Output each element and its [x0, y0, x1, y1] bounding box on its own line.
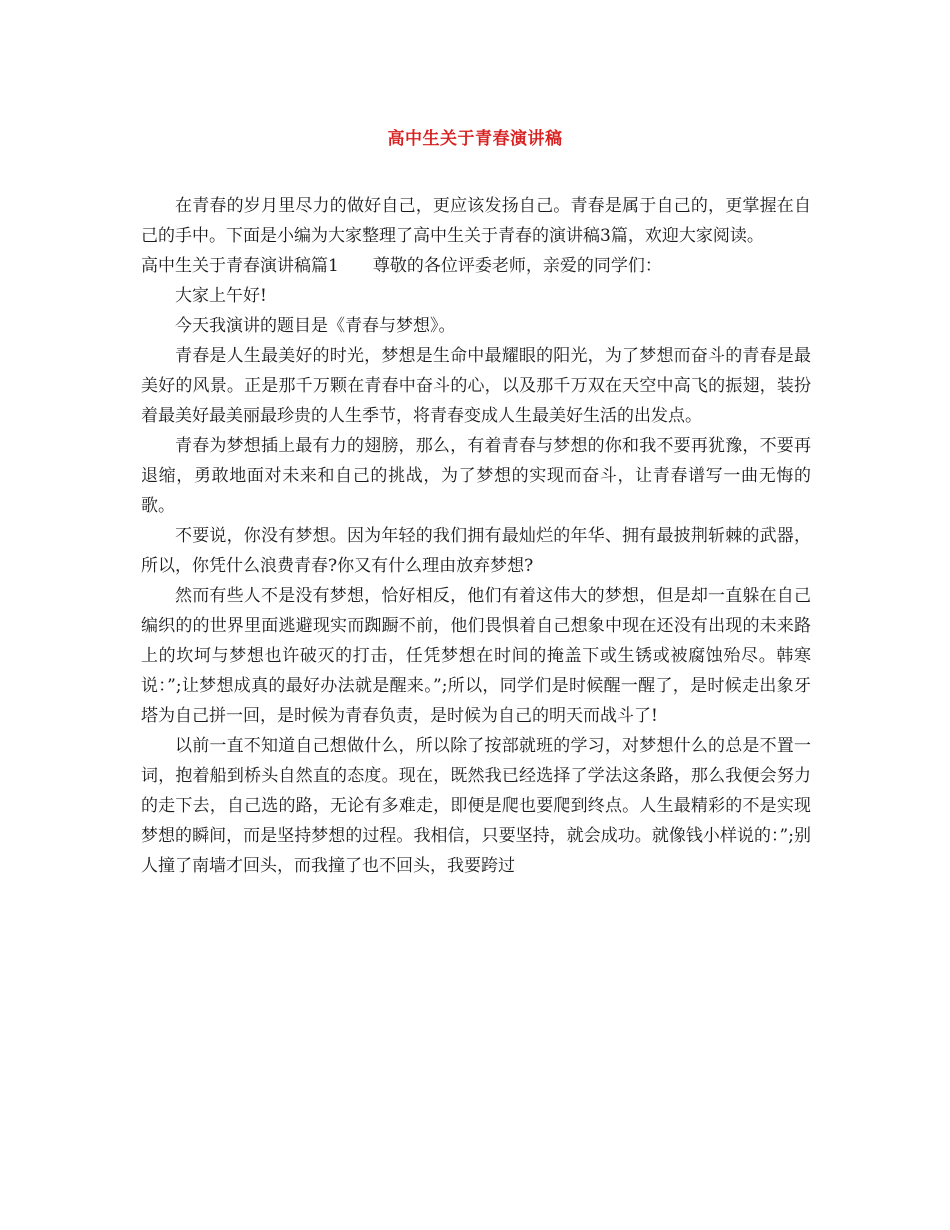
intro-paragraph: 在青春的岁月里尽力的做好自己，更应该发扬自己。青春是属于自己的，更掌握在自己的手中。下面是小编为大家整理了高中生关于青春的演讲稿3篇，欢迎大家阅读。 [141, 196, 811, 246]
section-heading: 高中生关于青春演讲稿篇1 尊敬的各位评委老师，亲爱的同学们： [141, 256, 662, 276]
body-paragraph: 然而有些人不是没有梦想，恰好相反，他们有着这伟大的梦想，但是却一直躲在自己编织的的世界里面逃避现实而踟蹰不前，他们畏惧着自己想象中现在还没有出现的未来路上的坎坷与梦想也许破灭的打击，任凭梦想在时间的掩盖下或生锈或被腐蚀殆尽。韩寒说：”;让梦想成真的最好办法就是醒来。”;所以，同学们是时候醒一醒了，是时候走出象牙塔为自己拼一回，是时候为青春负责，是时候为自己的明天而战斗了! [141, 586, 811, 726]
body-paragraph: 以前一直不知道自己想做什么，所以除了按部就班的学习，对梦想什么的总是不置一词，抱着船到桥头自然直的态度。现在，既然我已经选择了学法这条路，那么我便会努力的走下去，自己选的路，无论有多难走，即便是爬也要爬到终点。人生最精彩的不是实现梦想的瞬间，而是坚持梦想的过程。我相信，只要坚持，就会成功。就像钱小样说的：”;别人撞了南墙才回头，而我撞了也不回头，我要跨过 [141, 736, 811, 876]
body-paragraph: 青春为梦想插上最有力的翅膀，那么，有着青春与梦想的你和我不要再犹豫，不要再退缩，勇敢地面对未来和自己的挑战，为了梦想的实现而奋斗，让青春谱写一曲无悔的歌。 [141, 436, 811, 516]
document-title: 高中生关于青春演讲稿 [387, 129, 563, 149]
body-paragraph: 不要说，你没有梦想。因为年轻的我们拥有最灿烂的年华、拥有最披荆斩棘的武器，所以，你凭什么浪费青春?你又有什么理由放弃梦想? [141, 526, 811, 576]
document-body [141, 191, 811, 881]
topic-paragraph: 今天我演讲的题目是《青春与梦想》。 [175, 316, 456, 336]
greeting-paragraph: 大家上午好! [175, 286, 267, 306]
body-paragraph: 青春是人生最美好的时光，梦想是生命中最耀眼的阳光，为了梦想而奋斗的青春是最美好的风景。正是那千万颗在青春中奋斗的心，以及那千万双在天空中高飞的振翅，装扮着最美好最美丽最珍贵的人生季节，将青春变成人生最美好生活的出发点。 [141, 346, 811, 426]
